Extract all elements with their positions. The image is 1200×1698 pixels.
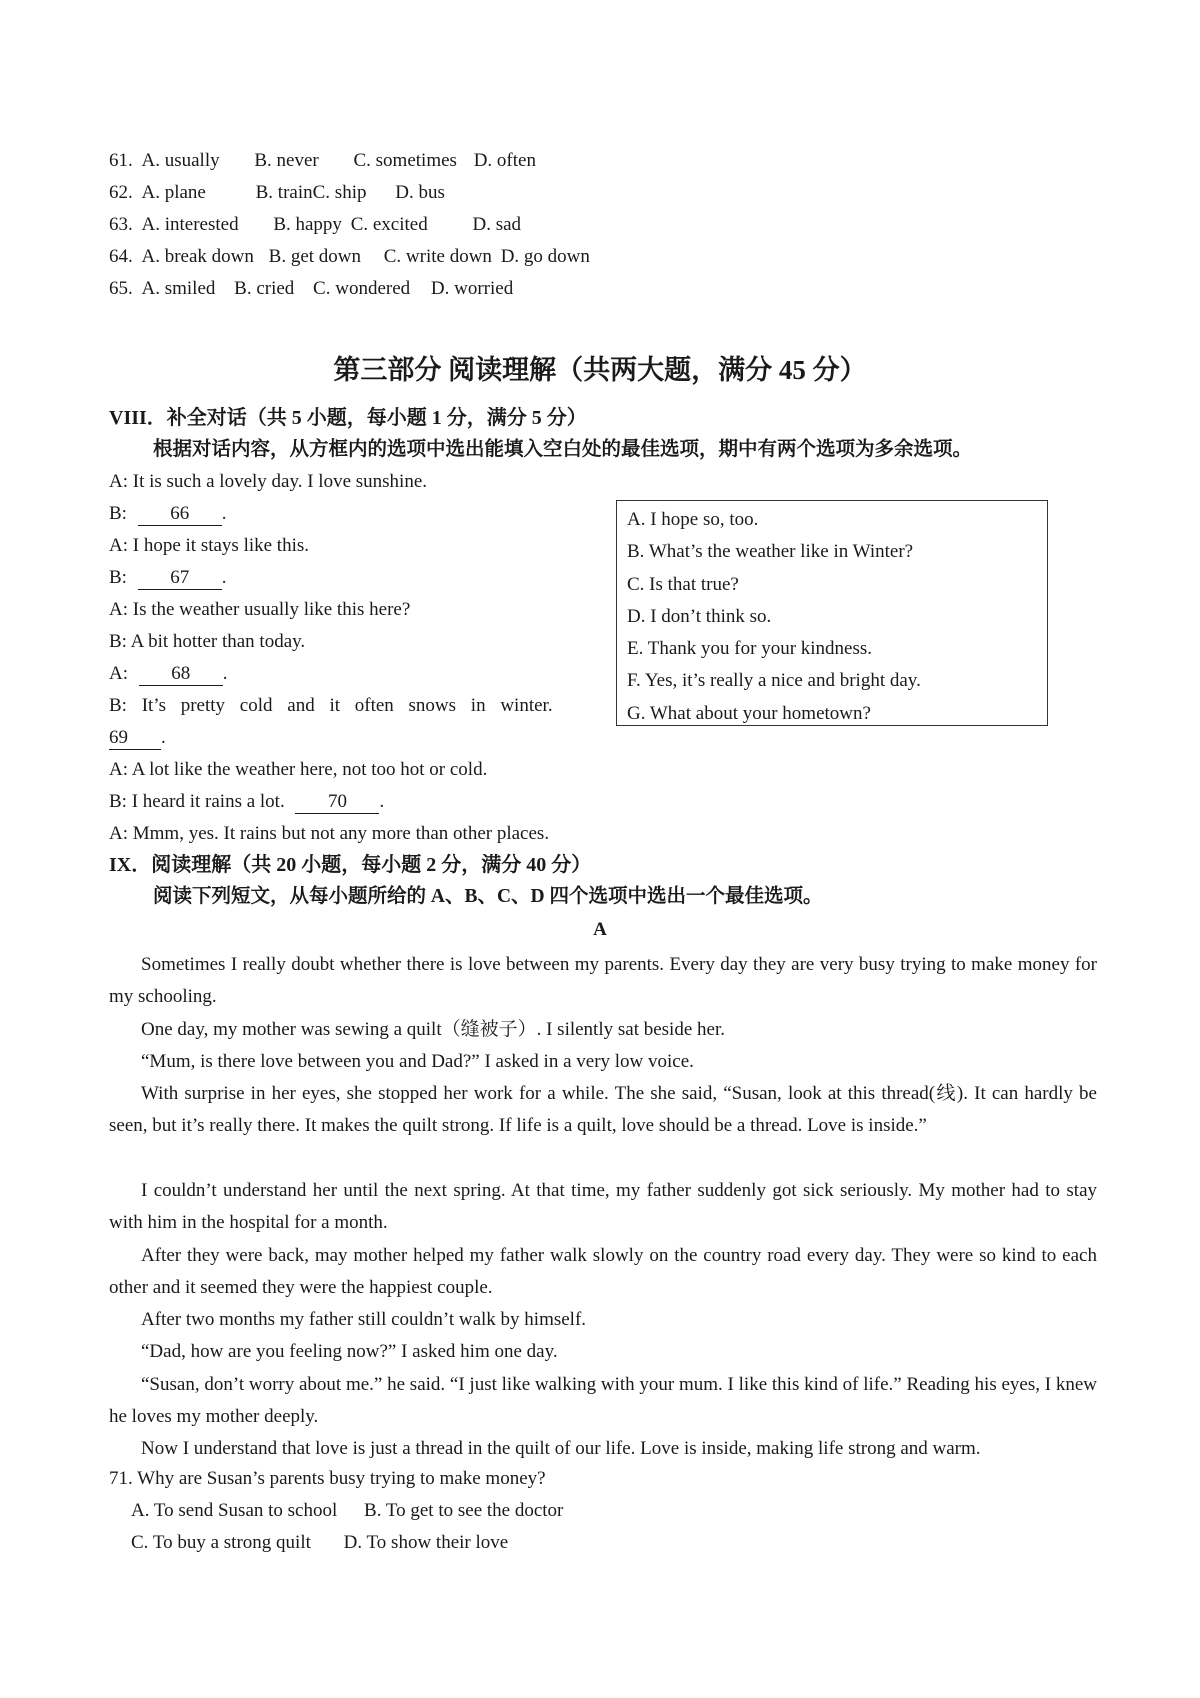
passage-paragraph-9: “Susan, don’t worry about me.” he said. “I just like walking with your mum. I like this kind of life.” Reading his eyes, I knew he loves my mother deeply. (109, 1374, 1097, 1428)
blank-69[interactable]: 69 (109, 727, 161, 750)
dialogue-line-4: B: 67 . (109, 567, 227, 588)
option-box-c: C. Is that true? (627, 573, 739, 595)
option-d: D. bus (395, 182, 445, 203)
option-d: D. worried (430, 278, 514, 299)
dialogue-line-6: B: A bit hotter than today. (109, 631, 306, 652)
dialogue-line-11: A: Mmm, yes. It rains but not any more than other places. (109, 823, 550, 844)
dialogue-line-3: A: I hope it stays like this. (109, 535, 310, 556)
cloze-option-row-62 (109, 180, 445, 206)
option-b: B. get down (268, 246, 361, 267)
cloze-option-row-64 (109, 244, 590, 270)
dialogue-line-5: A: Is the weather usually like this here? (109, 599, 411, 620)
option-box-g: G. What about your hometown? (627, 702, 871, 724)
question-71-options-row-2 (131, 1530, 508, 1556)
passage-paragraph-8: “Dad, how are you feeling now?” I asked him one day. (141, 1341, 558, 1362)
speaker-prefix: B: (109, 503, 127, 524)
question-71-options-row-1 (131, 1498, 563, 1524)
option-d: D. To show their love (343, 1532, 509, 1553)
passage-paragraph-4: With surprise in her eyes, she stopped her work for a while. The she said, “Susan, look at this thread(线). It can hardly be seen, but it’s really there. It makes the quilt strong. If life is a quilt, love should be a thread. Love is inside.” (109, 1083, 1097, 1137)
question-number: 61. (109, 150, 133, 171)
question-number: 64. (109, 246, 133, 267)
cloze-option-row-65 (109, 276, 513, 302)
question-number: 65. (109, 278, 133, 299)
blank-67[interactable]: 67 (138, 567, 222, 590)
option-c: C. sometimes (353, 150, 457, 171)
section-9-instruction: 阅读下列短文，从每小题所给的 A、B、C、D 四个选项中选出一个最佳选项。 (153, 886, 823, 907)
option-c: C. write down (383, 246, 492, 267)
blank-66[interactable]: 66 (138, 503, 222, 526)
question-71-stem: 71. Why are Susan’s parents busy trying to make money? (109, 1468, 546, 1489)
speaker-prefix: B: (109, 567, 127, 588)
dialogue-line-10: B: I heard it rains a lot. 70 . (109, 791, 385, 812)
section-8-instruction: 根据对话内容，从方框内的选项中选出能填入空白处的最佳选项，期中有两个选项为多余选项。 (153, 439, 973, 460)
passage-paragraph-1: Sometimes I really doubt whether there is love between my parents. Every day they are very busy trying to make money for my schooling. (109, 954, 1097, 1008)
option-a: A. plane (141, 182, 206, 203)
question-number: 62. (109, 182, 133, 203)
option-box-d: D. I don’t think so. (627, 605, 772, 627)
option-c: C. excited (350, 214, 428, 235)
option-c: C. To buy a strong quilt (131, 1532, 311, 1553)
option-box-e: E. Thank you for your kindness. (627, 638, 873, 660)
option-a: A. To send Susan to school (131, 1500, 338, 1521)
part-title: 第三部分 阅读理解（共两大题，满分 45 分） (333, 355, 867, 385)
passage-paragraph-3: “Mum, is there love between you and Dad?” I asked in a very low voice. (141, 1051, 694, 1072)
option-b: B. never (254, 150, 319, 171)
cloze-option-row-61 (109, 148, 536, 174)
passage-paragraph-6: After they were back, may mother helped my father walk slowly on the country road every day. They were so kind to each other and it seemed they were the happiest couple. (109, 1245, 1097, 1299)
section-9-heading: IX．阅读理解（共 20 小题，每小题 2 分，满分 40 分） (109, 854, 592, 876)
dialogue-line-1: A: It is such a lovely day. I love sunshine. (109, 471, 428, 492)
option-c: C. ship (312, 182, 367, 203)
option-box-b: B. What’s the weather like in Winter? (627, 541, 914, 563)
speaker-prefix: A: (109, 663, 128, 684)
passage-paragraph-10: Now I understand that love is just a thread in the quilt of our life. Love is inside, making life strong and warm. (141, 1438, 981, 1459)
dialogue-text: B: I heard it rains a lot. (109, 791, 285, 812)
option-a: A. break down (141, 246, 254, 267)
blank-68[interactable]: 68 (139, 663, 223, 686)
option-b: B. cried (234, 278, 295, 299)
option-b: B. To get to see the doctor (364, 1500, 564, 1521)
question-number: 63. (109, 214, 133, 235)
passage-paragraph-2: One day, my mother was sewing a quilt（缝被子）. I silently sat beside her. (141, 1019, 725, 1040)
dialogue-line-9: A: A lot like the weather here, not too hot or cold. (109, 759, 488, 780)
option-box-f: F. Yes, it’s really a nice and bright day. (627, 670, 921, 692)
cloze-option-row-63 (109, 212, 521, 238)
option-b: B. happy (273, 214, 342, 235)
option-d: D. go down (500, 246, 590, 267)
option-box-a: A. I hope so, too. (627, 509, 759, 530)
dialogue-line-2: B: 66 . (109, 503, 227, 524)
blank-70[interactable]: 70 (295, 791, 379, 814)
passage-paragraph-5: I couldn’t understand her until the next spring. At that time, my father suddenly got sick seriously. My mother had to stay with him in the hospital for a month. (109, 1180, 1097, 1234)
option-a: A. interested (141, 214, 239, 235)
passage-label: A (593, 919, 607, 940)
option-d: D. sad (472, 214, 522, 235)
dialogue-line-8: B: It’s pretty cold and it often snows in winter. (109, 695, 553, 716)
option-a: A. smiled (141, 278, 216, 299)
section-8-heading: VIII．补全对话（共 5 小题，每小题 1 分，满分 5 分） (109, 407, 587, 429)
dialogue-line-7: A: 68 . (109, 663, 228, 684)
option-c: C. wondered (313, 278, 411, 299)
dialogue-line-8-cont: 69 . (109, 727, 166, 748)
passage-paragraph-7: After two months my father still couldn’t walk by himself. (141, 1309, 587, 1330)
option-a: A. usually (141, 150, 220, 171)
options-box (616, 500, 1048, 726)
option-d: D. often (473, 150, 536, 171)
option-b: B. train (255, 182, 313, 203)
